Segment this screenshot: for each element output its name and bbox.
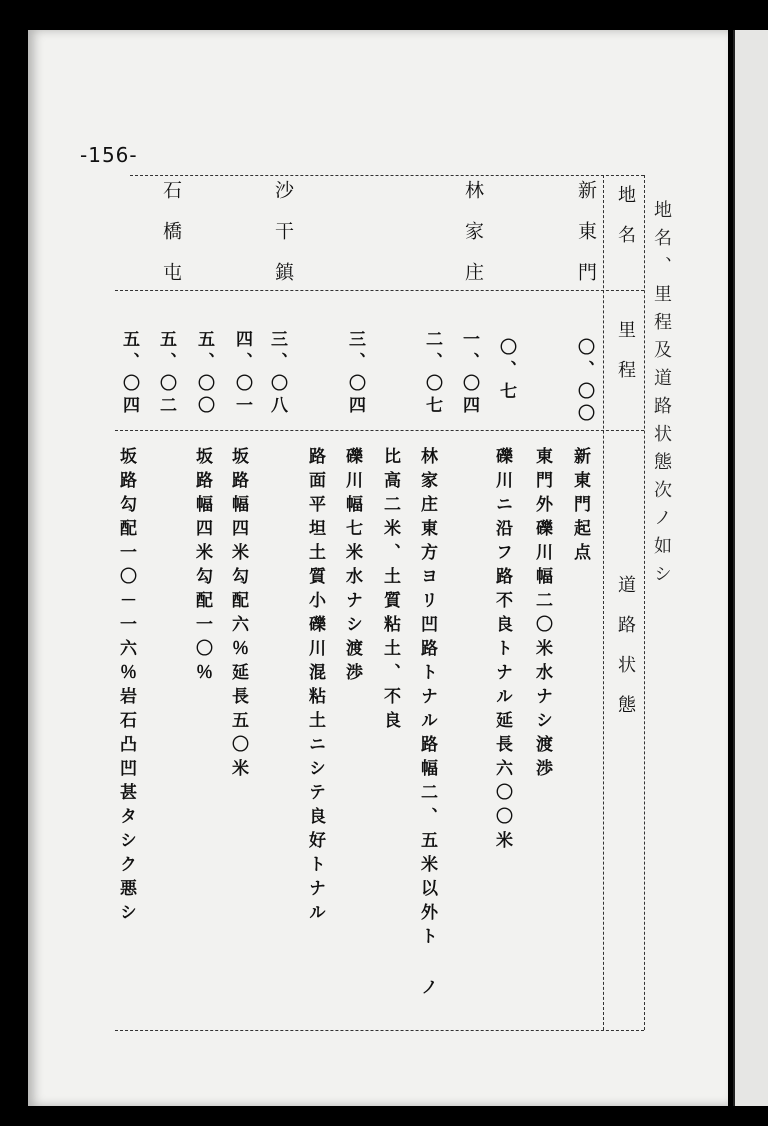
header-distance: 里程	[615, 320, 636, 400]
place-name: 沙干鎮	[272, 180, 294, 303]
header-place: 地名	[615, 185, 636, 265]
distance-row-divider	[115, 430, 644, 431]
table-right-border	[644, 175, 645, 1030]
table-bottom-border	[115, 1030, 644, 1031]
distance-value: 五、〇四	[119, 330, 139, 418]
place-name: 石橋屯	[160, 180, 182, 303]
adjacent-page-edge	[733, 30, 768, 1106]
distance-value: 四、〇一	[232, 330, 252, 418]
header-column-divider	[603, 175, 604, 1030]
road-condition-text: 礫川ニ沿フ路不良トナル延長六〇〇米	[492, 447, 512, 855]
distance-value: 〇、〇〇	[574, 338, 594, 426]
distance-value: 一、〇四	[459, 330, 479, 418]
place-row-divider	[115, 290, 644, 291]
road-condition-text: 新東門起点	[570, 447, 590, 567]
road-condition-text: 坂路幅四米勾配一〇％	[192, 447, 212, 687]
road-condition-text: 路面平坦土質小礫川混粘土ニシテ良好トナル	[305, 447, 325, 927]
distance-value: 三、〇四	[345, 330, 365, 418]
place-name: 林家庄	[462, 180, 484, 303]
road-condition-text: 礫川幅七米水ナシ渡渉	[342, 447, 362, 687]
distance-value: 〇、七	[496, 338, 516, 404]
distance-value: 三、〇八	[267, 330, 287, 418]
place-name: 新東門	[575, 180, 597, 303]
section-title: 地名、里程及道路状態次ノ如シ	[651, 200, 672, 592]
distance-value: 五、〇〇	[194, 330, 214, 418]
road-condition-text: 坂路勾配一〇－一六％岩石凸凹甚タシク悪シ	[116, 447, 136, 927]
road-condition-text: 林家庄東方ヨリ凹路トナル路幅二、五米以外ト ノ	[417, 447, 437, 1002]
road-condition-text: 東門外礫川幅二〇米水ナシ渡渉	[532, 447, 552, 783]
road-condition-text: 坂路幅四米勾配六％延長五〇米	[228, 447, 248, 783]
header-road: 道路状態	[615, 575, 636, 735]
distance-value: 五、〇二	[156, 330, 176, 418]
page-number: -156-	[80, 143, 138, 167]
distance-value: 二、〇七	[422, 330, 442, 418]
table-top-border	[130, 175, 644, 176]
road-condition-text: 比高二米、土質粘土、不良	[380, 447, 400, 735]
